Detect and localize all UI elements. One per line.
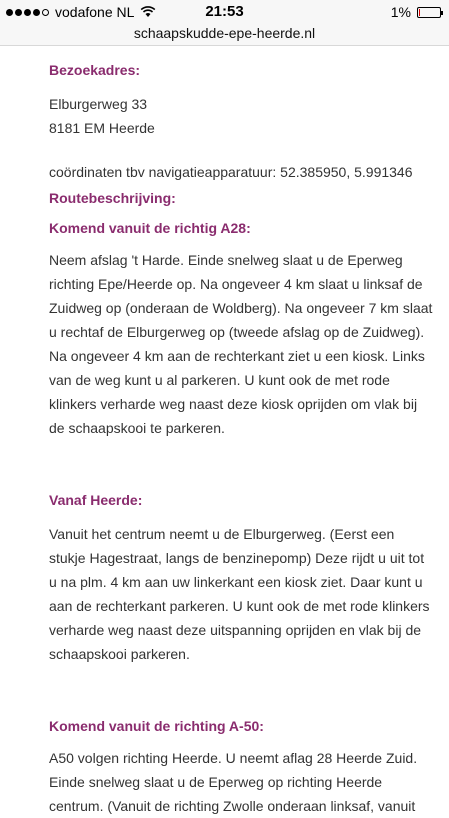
clock: 21:53: [205, 3, 244, 20]
coordinates-text: coördinaten tbv navigatieapparatuur: 52.385950, 5.991346: [49, 164, 413, 180]
address-line-1: Elburgerweg 33: [49, 96, 148, 112]
heerde-directions: Vanuit het centrum neemt u de Elburgerweg. (Eerst een stukje Hagestraat, langs de benzinepomp) Deze rijdt u uit tot u na plm. 4 km aan uw linkerkant een kiosk ziet. Daar kunt u aan de rechterkant parkeren. U kunt ook de met rode klinkers verharde weg naast deze uitspanning oprijden en vlak bij de schaapskooi parkeren.: [49, 526, 430, 662]
battery-icon: [417, 7, 441, 18]
address-line-2: 8181 EM Heerde: [49, 120, 155, 136]
a50-directions: A50 volgen richting Heerde. U neemt aflag 28 Heerde Zuid. Einde snelweg slaat u de Eperweg op richting Heerde centrum. (Vanuit de richting Zwolle onderaan linksaf, vanuit: [49, 750, 418, 814]
route-heading: Routebeschrijving:: [49, 190, 176, 206]
a28-heading: Komend vanuit de richtig A28:: [49, 220, 251, 236]
address-bar[interactable]: [0, 24, 449, 46]
a28-directions: Neem afslag 't Harde. Einde snelweg slaat u de Eperweg richting Epe/Heerde op. Na ongeveer 4 km slaat u linksaf de Zuidweg op (onderaan de Woldberg). Na ongeveer 7 km slaat u rechtaf de Elburgerweg op (tweede afslag op de Zuidweg). Na ongeveer 4 km aan de rechterkant ziet u een kiosk. Links van de weg kunt u al parkeren. U kunt ook de met rode klinkers verharde weg naast deze kiosk oprijden om vlak bij de schaapskooi te parkeren.: [49, 252, 433, 436]
url-text: schaapskudde-epe-heerde.nl: [133, 25, 316, 41]
page-content: [49, 52, 434, 818]
battery-percentage: 1%: [390, 4, 411, 20]
bezoekadres-heading: Bezoekadres:: [49, 62, 141, 78]
status-bar: [0, 0, 449, 24]
a50-heading: Komend vanuit de richting A-50:: [49, 718, 264, 734]
carrier-name: vodafone NL: [55, 4, 135, 20]
heerde-heading: Vanaf Heerde:: [49, 492, 143, 508]
